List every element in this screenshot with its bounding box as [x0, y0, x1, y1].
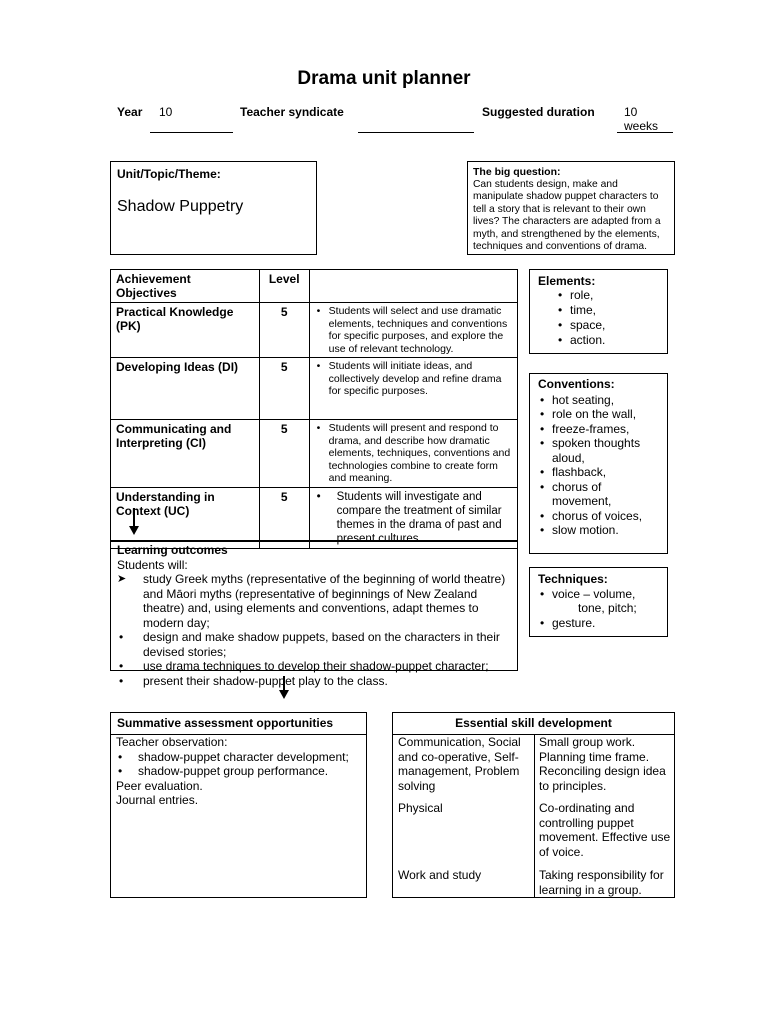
year-underline	[150, 132, 233, 133]
list-item: • design and make shadow puppets, based on the characters in their devised stories;	[117, 630, 511, 659]
summative-label: Summative assessment opportunities	[111, 713, 366, 735]
duration-underline	[617, 132, 673, 133]
objective-level: 5	[259, 358, 309, 420]
skill-development: Small group work. Planning time frame. Reconciling design idea to principles.	[539, 735, 666, 793]
unit-label: Unit/Topic/Theme:	[117, 167, 221, 181]
table-row	[111, 303, 518, 358]
teacher-underline	[358, 132, 474, 133]
list-item: • action.	[556, 333, 659, 348]
objective-name: Practical Knowledge (PK)	[111, 303, 260, 358]
objective-text: • Students will select and use dramatic elements, techniques and conventions for specific purposes, and explore the use of relevant technology.	[315, 305, 512, 355]
level-header: Level	[259, 270, 309, 303]
learning-outcomes-intro: Students will:	[117, 557, 188, 572]
essential-skills-label: Essential skill development	[393, 713, 674, 735]
list-item: • flashback,	[538, 465, 659, 480]
big-question-text: Can students design, make and manipulate shadow puppet characters to tell a story that is relevant to their own lives? The characters are adapted from a myth, and strengthened by the elements, techniques and conventions of drama.	[473, 178, 661, 252]
elements-box	[529, 269, 668, 354]
techniques-box	[529, 567, 668, 637]
unit-box	[110, 161, 317, 255]
list-item: • time,	[556, 303, 659, 318]
list-item: • hot seating,	[538, 393, 659, 408]
table-row	[111, 358, 518, 420]
list-item: • chorus of movement,	[538, 480, 659, 509]
summative-line: Journal entries.	[116, 793, 199, 807]
list-item: • gesture.	[538, 616, 659, 631]
objective-text: • Students will investigate and compare the treatment of similar themes in the drama of past and present cultures.	[315, 490, 512, 546]
skill-name: Communication, Social and co-operative, Self-management, Problem solving	[398, 735, 521, 793]
objective-name: Developing Ideas (DI)	[111, 358, 260, 420]
duration-label: Suggested duration	[482, 105, 595, 119]
skill-development: Co-ordinating and controlling puppet movement. Effective use of voice.	[539, 801, 671, 859]
year-value: 10	[159, 105, 173, 119]
skill-name: Work and study	[398, 868, 482, 882]
summative-line: Teacher observation:	[116, 735, 228, 749]
learning-outcomes-label: Learning outcomes	[117, 543, 228, 557]
objectives-table	[110, 269, 518, 549]
skill-development: Taking responsibility for learning in a group.	[539, 868, 664, 897]
teacher-syndicate-label: Teacher syndicate	[240, 105, 344, 119]
list-item: • present their shadow-puppet play to the class.	[117, 674, 511, 689]
list-item: • shadow-puppet group performance.	[116, 764, 349, 779]
elements-label: Elements:	[538, 274, 596, 288]
duration-value: 10 weeks	[624, 105, 659, 133]
list-item: • spoken thoughts aloud,	[538, 436, 659, 465]
list-item: • chorus of voices,	[538, 509, 659, 524]
list-item: • freeze-frames,	[538, 422, 659, 437]
list-item: • use drama techniques to develop their shadow-puppet character;	[117, 659, 511, 674]
objective-name: Understanding in Context (UC)	[111, 488, 260, 549]
conventions-label: Conventions:	[538, 377, 615, 391]
list-item: • slow motion.	[538, 523, 659, 538]
list-item: ➤ study Greek myths (representative of the beginning of world theatre) and Māori myths (representative of beginnings of New Zealand theatre) and, using elements and conventions, adapt themes to modern day;	[117, 572, 511, 630]
objective-text: • Students will initiate ideas, and collectively develop and refine drama for specific purposes.	[315, 360, 512, 398]
objective-level: 5	[259, 303, 309, 358]
objective-text: • Students will present and respond to drama, and describe how dramatic elements, techniques, conventions and technologies combine to create form and meaning.	[315, 422, 512, 485]
skill-name: Physical	[398, 801, 443, 815]
objective-name: Communicating and Interpreting (CI)	[111, 420, 260, 488]
column-divider	[534, 735, 535, 897]
learning-outcomes-box	[110, 540, 518, 688]
down-arrow-line	[283, 676, 285, 691]
year-label: Year	[117, 105, 143, 119]
conventions-box	[529, 373, 668, 554]
big-question-label: The big question:	[473, 166, 561, 178]
essential-skills-box	[392, 712, 675, 898]
summative-line: Peer evaluation.	[116, 778, 203, 793]
big-question-box	[467, 161, 675, 255]
list-item: • shadow-puppet character development;	[116, 750, 349, 765]
objectives-header-row	[111, 270, 518, 303]
objectives-header: Achievement Objectives	[111, 270, 260, 303]
objective-level: 5	[259, 420, 309, 488]
list-item: • role on the wall,	[538, 407, 659, 422]
down-arrow-line	[133, 508, 135, 528]
techniques-label: Techniques:	[538, 572, 608, 586]
list-item: • role,	[556, 288, 659, 303]
summative-box	[110, 712, 367, 898]
list-item: • voice – volume, tone, pitch;	[538, 587, 659, 616]
unit-value: Shadow Puppetry	[117, 198, 244, 215]
down-arrow-icon	[129, 526, 139, 535]
objective-level: 5	[259, 488, 309, 549]
page-title: Drama unit planner	[297, 68, 471, 89]
table-row	[111, 420, 518, 488]
down-arrow-icon	[279, 690, 289, 699]
list-item: • space,	[556, 318, 659, 333]
